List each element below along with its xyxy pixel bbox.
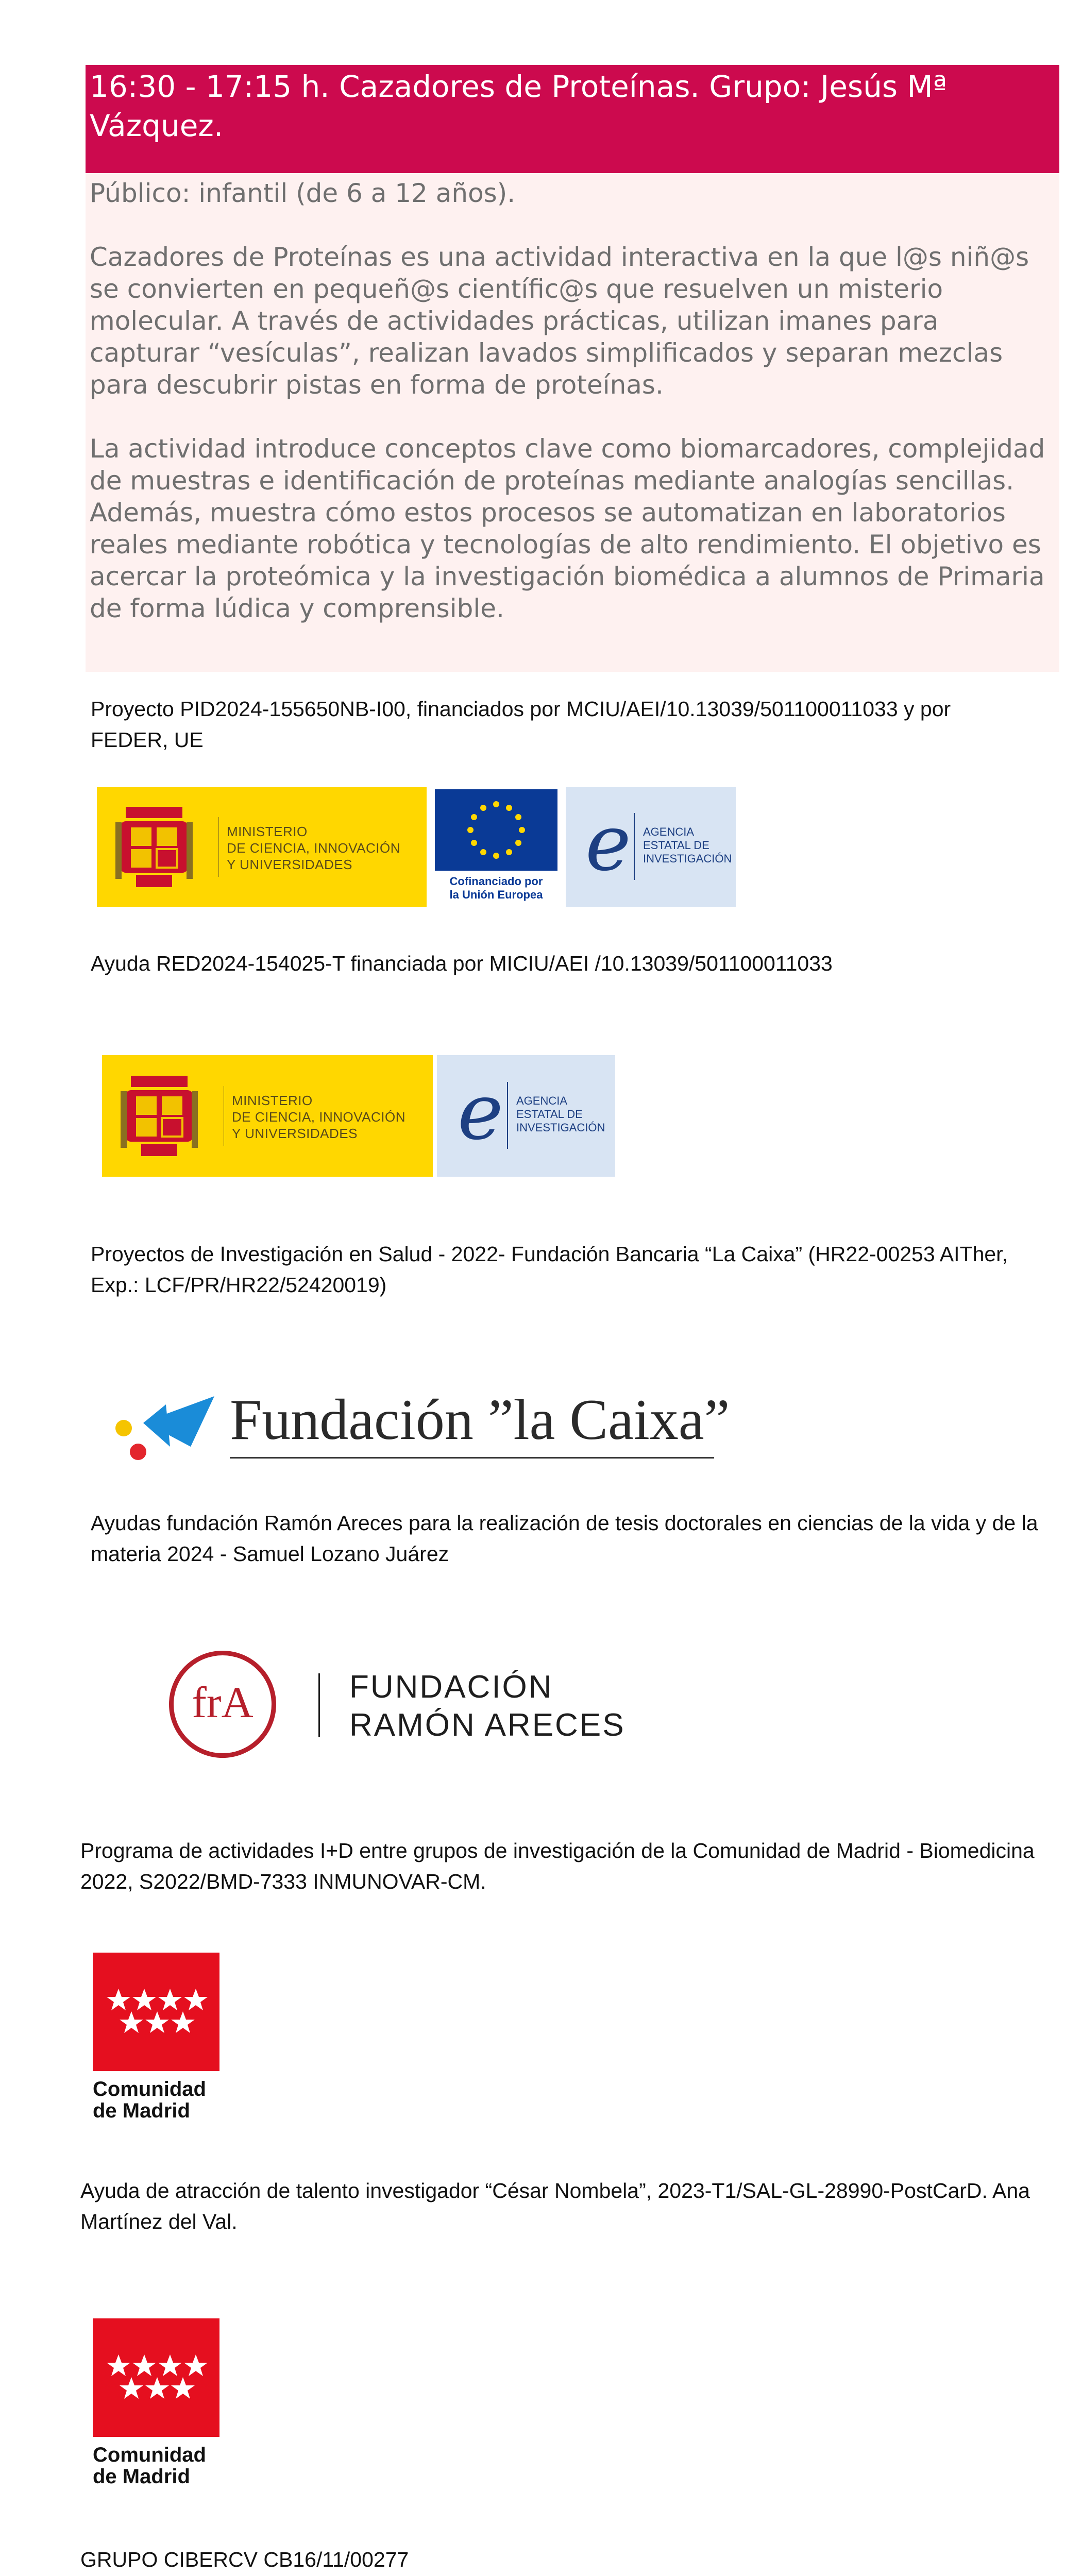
funding-caption-inmunovar: Programa de actividades I+D entre grupos de investigación de la Comunidad de Madrid - Biomedicina 2022, S2022/BMD-7333 INMUNOVAR-CM. <box>80 1839 1035 1893</box>
event-paragraph-2: La actividad introduce conceptos clave como biomarcadores, complejidad de muestras e identificación de proteínas mediante analogías sencillas. Además, muestra cómo estos procesos se automatizan en laboratorios reales mediante robótica y tecnologías de alto rendimiento. El objetivo es acercar la proteómica y la investigación biomédica a alumnos de Primaria de forma lúdica y comprensible. <box>90 434 1045 623</box>
la-caixa-logo <box>113 1381 730 1468</box>
aei-line-3: INVESTIGACIÓN <box>643 852 732 865</box>
eu-line-1: Cofinanciado por <box>449 875 543 888</box>
fra-mark: frA <box>192 1677 253 1727</box>
aei-logo <box>566 787 736 907</box>
ministerio-line-2: DE CIENCIA, INNOVACIÓN <box>232 1109 406 1125</box>
fra-line-2: RAMÓN ARECES <box>349 1707 625 1743</box>
aei-e-icon: e <box>585 799 631 888</box>
madrid-flag-icon <box>93 1953 219 2071</box>
ministerio-aei-logo <box>102 1055 615 1177</box>
funding-caption-pid2024: Proyecto PID2024-155650NB-I00, financiados por MCIU/AEI/10.13039/501100011033 y por FEDER, UE <box>91 697 951 752</box>
comunidad-madrid-logo <box>93 1953 227 2128</box>
aei-line-1: AGENCIA <box>643 825 695 838</box>
madrid-line-1: Comunidad <box>93 2444 206 2466</box>
funding-caption-lacaixa: Proyectos de Investigación en Salud - 2022- Fundación Bancaria “La Caixa” (HR22-00253 AITher, Exp.: LCF/PR/HR22/52420019) <box>91 1242 1008 1297</box>
event-description <box>86 173 1059 672</box>
funding-caption-red2024: Ayuda RED2024-154025-T financiada por MICIU/AEI /10.13039/501100011033 <box>91 952 833 975</box>
aei-line-1: AGENCIA <box>516 1094 568 1107</box>
aei-line-2: ESTATAL DE <box>516 1108 583 1121</box>
comunidad-madrid-logo-2 <box>93 2318 227 2494</box>
ministerio-line-3: Y UNIVERSIDADES <box>232 1126 358 1141</box>
aei-e-icon: e <box>458 1067 503 1157</box>
aei-line-2: ESTATAL DE <box>643 839 709 852</box>
madrid-line-2: de Madrid <box>93 2099 190 2122</box>
event-paragraph-1: Cazadores de Proteínas es una actividad interactiva en la que l@s niñ@s se convierten en pequeñ@s científic@s que resuelven un misterio molecular. A través de actividades prácticas, utilizan imanes para capturar “vesículas”, realizan lavados simplificados y separan mezclas para descubrir pistas en forma de proteínas. <box>90 242 1029 400</box>
la-caixa-star-icon <box>113 1386 216 1463</box>
ministerio-line-3: Y UNIVERSIDADES <box>227 857 352 872</box>
eu-line-2: la Unión Europea <box>449 888 543 901</box>
madrid-line-2: de Madrid <box>93 2465 190 2488</box>
ministerio-line-1: MINISTERIO <box>227 824 308 839</box>
ministerio-logo <box>97 787 427 907</box>
event-audience: Público: infantil (de 6 a 12 años). <box>90 178 516 208</box>
spain-coat-of-arms-icon <box>115 807 193 889</box>
fra-line-1: FUNDACIÓN <box>349 1669 553 1705</box>
funding-caption-cibercv: GRUPO CIBERCV CB16/11/00277 <box>80 2548 409 2571</box>
ministerio-line-1: MINISTERIO <box>232 1093 313 1108</box>
spain-coat-of-arms-icon <box>121 1076 198 1158</box>
la-caixa-wordmark: Fundación ”la Caixa” <box>230 1388 730 1452</box>
eu-flag-icon <box>435 789 557 871</box>
event-header <box>86 65 1059 173</box>
madrid-flag-icon <box>93 2318 219 2437</box>
event-title: 16:30 - 17:15 h. Cazadores de Proteínas. Grupo: Jesús Mª Vázquez. <box>90 69 947 143</box>
eu-logo <box>431 787 562 907</box>
funding-caption-cesar-nombela: Ayuda de atracción de talento investigador “César Nombela”, 2023-T1/SAL-GL-28990-PostCarD. Ana Martínez del Val. <box>80 2179 1030 2233</box>
aei-logo-2 <box>437 1055 615 1177</box>
funding-caption-ramon-areces: Ayudas fundación Ramón Areces para la realización de tesis doctorales en ciencias de la vida y de la materia 2024 - Samuel Lozano Juárez <box>91 1511 1038 1566</box>
aei-line-3: INVESTIGACIÓN <box>516 1121 605 1134</box>
ramon-areces-logo <box>169 1649 633 1772</box>
ministerio-line-2: DE CIENCIA, INNOVACIÓN <box>227 840 401 856</box>
ministerio-logo-2 <box>102 1055 433 1177</box>
ministerio-eu-aei-logo <box>97 787 736 907</box>
madrid-line-1: Comunidad <box>93 2078 206 2100</box>
